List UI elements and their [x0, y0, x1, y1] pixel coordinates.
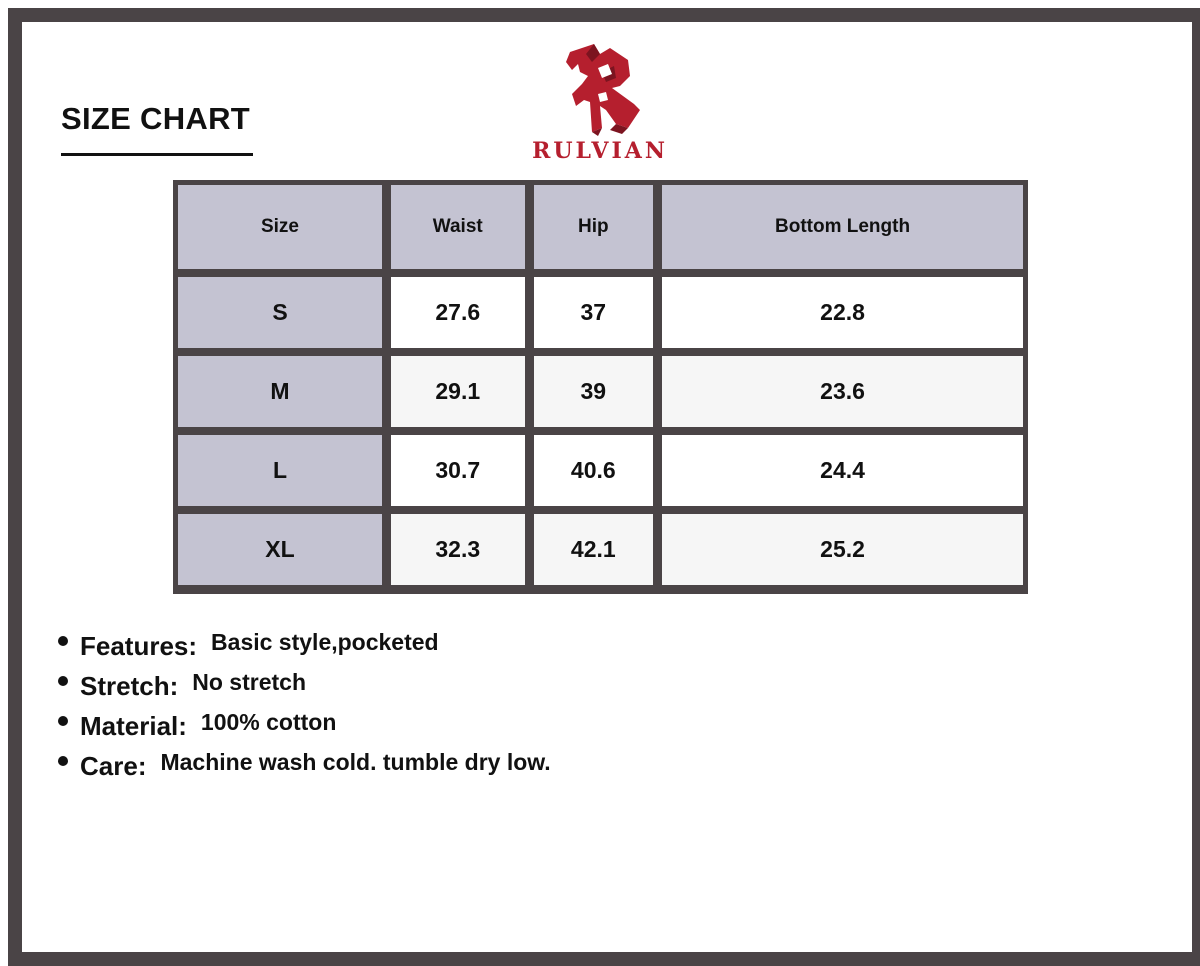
- detail-value: No stretch: [192, 668, 306, 695]
- size-cell: L: [178, 435, 382, 506]
- bullet-icon: [58, 756, 68, 766]
- detail-label: Features:: [80, 630, 198, 661]
- size-table: [169, 177, 1032, 593]
- bottom-length-cell: 22.8: [662, 277, 1023, 348]
- detail-item-stretch: [58, 664, 551, 704]
- detail-label: Care:: [80, 750, 147, 781]
- detail-label: Stretch:: [80, 670, 179, 701]
- column-header-bottom-length: Bottom Length: [662, 185, 1023, 269]
- page-title: SIZE CHART: [61, 101, 250, 136]
- size-cell: XL: [178, 514, 382, 585]
- title-underline: [61, 153, 253, 156]
- table-row: [178, 356, 1023, 427]
- column-header-size: Size: [178, 185, 382, 269]
- detail-value: Basic style,pocketed: [211, 628, 439, 655]
- bullet-icon: [58, 716, 68, 726]
- table-row: [178, 277, 1023, 348]
- detail-label: Material:: [80, 710, 187, 741]
- bullet-icon: [58, 676, 68, 686]
- bottom-length-cell: 25.2: [662, 514, 1023, 585]
- hip-cell: 39: [534, 356, 654, 427]
- waist-cell: 29.1: [391, 356, 525, 427]
- detail-item-care: [58, 744, 551, 784]
- detail-value: 100% cotton: [200, 708, 337, 735]
- detail-item-features: [58, 624, 551, 664]
- size-cell: M: [178, 356, 382, 427]
- size-cell: S: [178, 277, 382, 348]
- hip-cell: 40.6: [534, 435, 654, 506]
- table-header-row: [178, 185, 1023, 269]
- bullet-icon: [58, 636, 68, 646]
- table-row: [178, 435, 1023, 506]
- waist-cell: 30.7: [391, 435, 525, 506]
- detail-item-material: [58, 704, 551, 744]
- waist-cell: 32.3: [391, 514, 525, 585]
- brand-logo: [520, 42, 680, 166]
- rulvian-r-logo-icon: [550, 42, 650, 138]
- column-header-waist: Waist: [391, 185, 525, 269]
- brand-name: RULVIAN: [532, 138, 668, 164]
- hip-cell: 42.1: [534, 514, 654, 585]
- bottom-length-cell: 24.4: [662, 435, 1023, 506]
- column-header-hip: Hip: [534, 185, 654, 269]
- detail-value: Machine wash cold. tumble dry low.: [160, 748, 551, 775]
- hip-cell: 37: [534, 277, 654, 348]
- bottom-length-cell: 23.6: [662, 356, 1023, 427]
- size-table-container: [173, 180, 1028, 594]
- waist-cell: 27.6: [391, 277, 525, 348]
- product-details-list: [58, 624, 551, 784]
- table-row: [178, 514, 1023, 585]
